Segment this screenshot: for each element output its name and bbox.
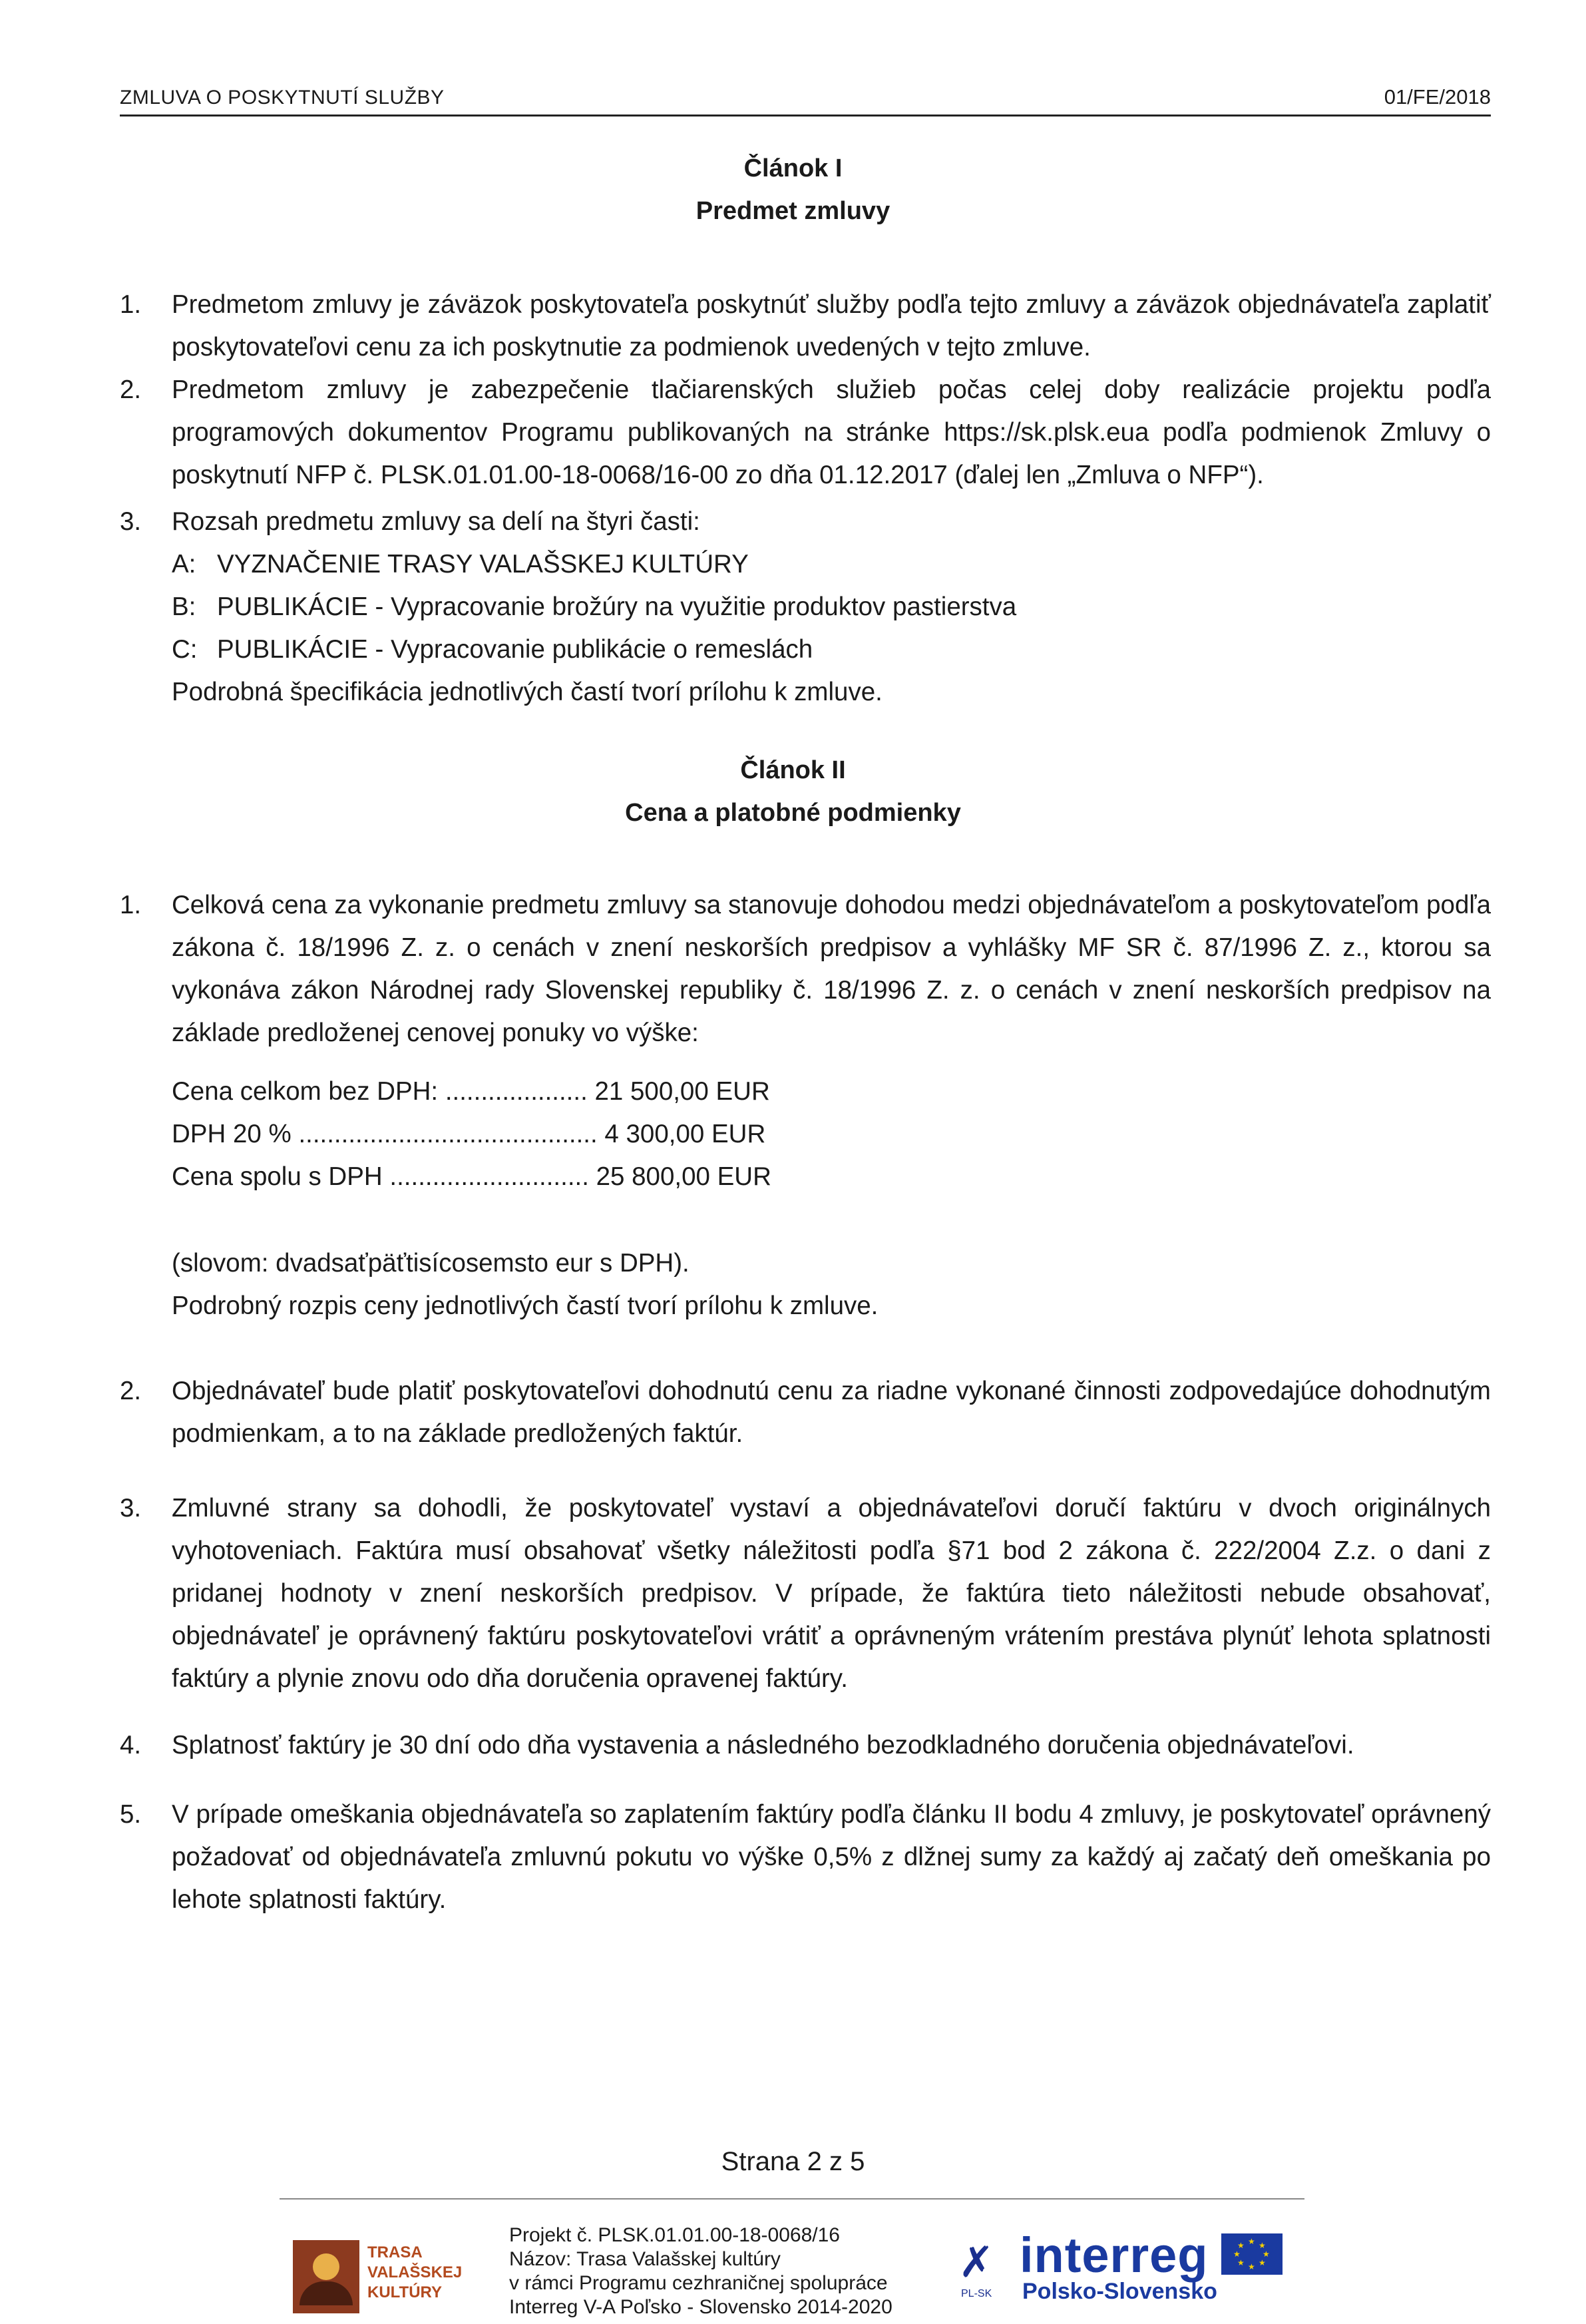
sun-shape [313,2253,339,2280]
trasa-logo-line: VALAŠSKEJ [367,2263,463,2281]
item-number: 2. [120,1377,142,1405]
part-letter: A: [172,550,196,579]
item-number: 3. [120,1494,142,1522]
item-text: Splatnosť faktúry je 30 dní odo dňa vystavenia a následného bezodkladného doručenia objednávateľovi. [172,1731,1354,1759]
part-a [172,543,749,586]
item-number: 4. [120,1731,142,1759]
trasa-logo [293,2240,473,2317]
article-1-subheading: Predmet zmluvy [695,197,891,225]
price-row-total [172,1156,771,1198]
trasa-logo-line: KULTÚRY [367,2283,442,2301]
price-label: DPH 20 % [172,1120,292,1148]
document-title: ZMLUVA O POSKYTNUTÍ SLUŽBY [120,87,445,109]
part-text: VYZNAČENIE TRASY VALAŠSKEJ KULTÚRY [217,550,749,579]
item-number: 5. [120,1800,142,1829]
price-row-vat [172,1113,765,1156]
price-value: 25 800,00 EUR [596,1162,771,1191]
interreg-small-label: PL-SK [961,2288,992,2299]
item-number: 2. [120,375,142,404]
price-label: Cena celkom bez DPH: [172,1077,439,1106]
item-text: Celková cena za vykonanie predmetu zmluvy sa stanovuje dohodou medzi objednávateľom a poskytovateľom podľa zákona č. 18/1996 Z. z. o cenách v znení neskorších predpisov a vyhlášky MF SR č. 87/1996 Z. z., ktorou sa vykonáva zákon Národnej rady Slovenskej republiky č. 18/1996 Z. z. o cenách v znení neskorších predpisov na základe predloženej cenovej ponuky vo výške: [172,891,1491,1047]
part-c [172,628,813,671]
item-number: 1. [120,290,142,319]
price-value: 4 300,00 EUR [604,1120,766,1148]
price-breakdown-note: Podrobný rozpis ceny jednotlivých častí tvorí prílohu k zmluve. [172,1291,879,1320]
article-2-heading: Článok II [740,756,846,784]
item-number: 3. [120,507,142,536]
price-dots: .......................................... [291,1120,598,1148]
item-text: V prípade omeškania objednávateľa so zaplatením faktúry podľa článku II bodu 4 zmluvy, je poskytovateľ oprávnený požadovať od objednávateľa zmluvnú pokutu vo výške 0,5% z dlžnej sumy za každý aj začatý deň omeškania po lehote splatnosti faktúry. [172,1800,1491,1914]
eu-flag-icon: ★ ★ ★ ★ ★ ★ ★ ★ [1221,2233,1283,2275]
parts-note: Podrobná špecifikácia jednotlivých častí tvorí prílohu k zmluve. [172,678,883,706]
item-text: Zmluvné strany sa dohodli, že poskytovateľ vystaví a objednávateľovi doručí faktúru v dvoch originálnych vyhotoveniach. Faktúra musí obsahovať všetky náležitosti podľa §71 bod 2 zákona č. 222/2004 Z.z. o dani z pridanej hodnoty v znení neskorších predpisov. V prípade, že faktúra tieto náležitosti nebude obsahovať, objednávateľ je oprávnený faktúru poskytovateľovi vrátiť a oprávneným vrátením prestáva plynúť lehota splatnosti faktúry a plynie znovu odo dňa doručenia opravenej faktúry. [172,1494,1491,1693]
project-line: v rámci Programu cezhraničnej spolupráce [509,2272,888,2294]
project-line: Projekt č. PLSK.01.01.00-18-0068/16 [509,2224,840,2246]
price-dots: .................... [438,1077,588,1106]
page-number: Strana 2 z 5 [721,2147,865,2176]
document-id: 01/FE/2018 [1384,85,1491,109]
project-line: Interreg V-A Poľsko - Slovensko 2014-2020 [509,2296,892,2318]
price-dots: ............................ [382,1162,589,1191]
trasa-logo-line: TRASA [367,2243,423,2261]
project-info [509,2223,892,2319]
article-1-heading: Článok I [743,154,843,182]
part-text: PUBLIKÁCIE - Vypracovanie publikácie o remeslách [217,635,813,664]
item-text: Objednávateľ bude platiť poskytovateľovi dohodnutú cenu za riadne vykonané činnosti zodpovedajúce dohodnutým podmienkam, a to na základe predložených faktúr. [172,1377,1491,1448]
part-b [172,586,1016,628]
trasa-logo-icon [293,2240,359,2313]
price-row-net [172,1070,770,1113]
part-text: PUBLIKÁCIE - Vypracovanie brožúry na využitie produktov pastierstva [217,592,1017,621]
price-value: 21 500,00 EUR [594,1077,770,1106]
trasa-logo-text [367,2243,462,2303]
project-line: Názov: Trasa Valašskej kultúry [509,2248,781,2270]
document-header [120,80,1491,116]
item-text: Predmetom zmluvy je záväzok poskytovateľa poskytnúť služby podľa tejto zmluvy a záväzok objednávateľa zaplatiť poskytovateľovi cenu za ich poskytnutie za podmienok uvedených v tejto zmluve. [172,290,1491,361]
price-label: Cena spolu s DPH [172,1162,383,1191]
hill-shape [299,2281,353,2305]
interreg-mark-icon: ✗ [958,2238,994,2286]
price-in-words: (slovom: dvadsaťpäťtisícosemsto eur s DPH). [172,1249,690,1278]
item-number: 1. [120,891,142,919]
item-text: Predmetom zmluvy je zabezpečenie tlačiarenských služieb počas celej doby realizácie projektu podľa programových dokumentov Programu publikovaných na stránke https://sk.plsk.eua podľa podmienok Zmluvy o poskytnutí NFP č. PLSK.01.01.00-18-0068/16-00 zo dňa 01.12.2017 (ďalej len „Zmluva o NFP“). [172,375,1491,489]
article-2-subheading: Cena a platobné podmienky [625,799,961,827]
item-text: Rozsah predmetu zmluvy sa delí na štyri časti: [172,507,700,536]
part-letter: C: [172,635,198,664]
part-letter: B: [172,592,196,621]
interreg-region: Polsko-Slovensko [1022,2279,1217,2304]
footer-divider [280,2198,1304,2200]
interreg-brand: interreg [1020,2227,1209,2283]
